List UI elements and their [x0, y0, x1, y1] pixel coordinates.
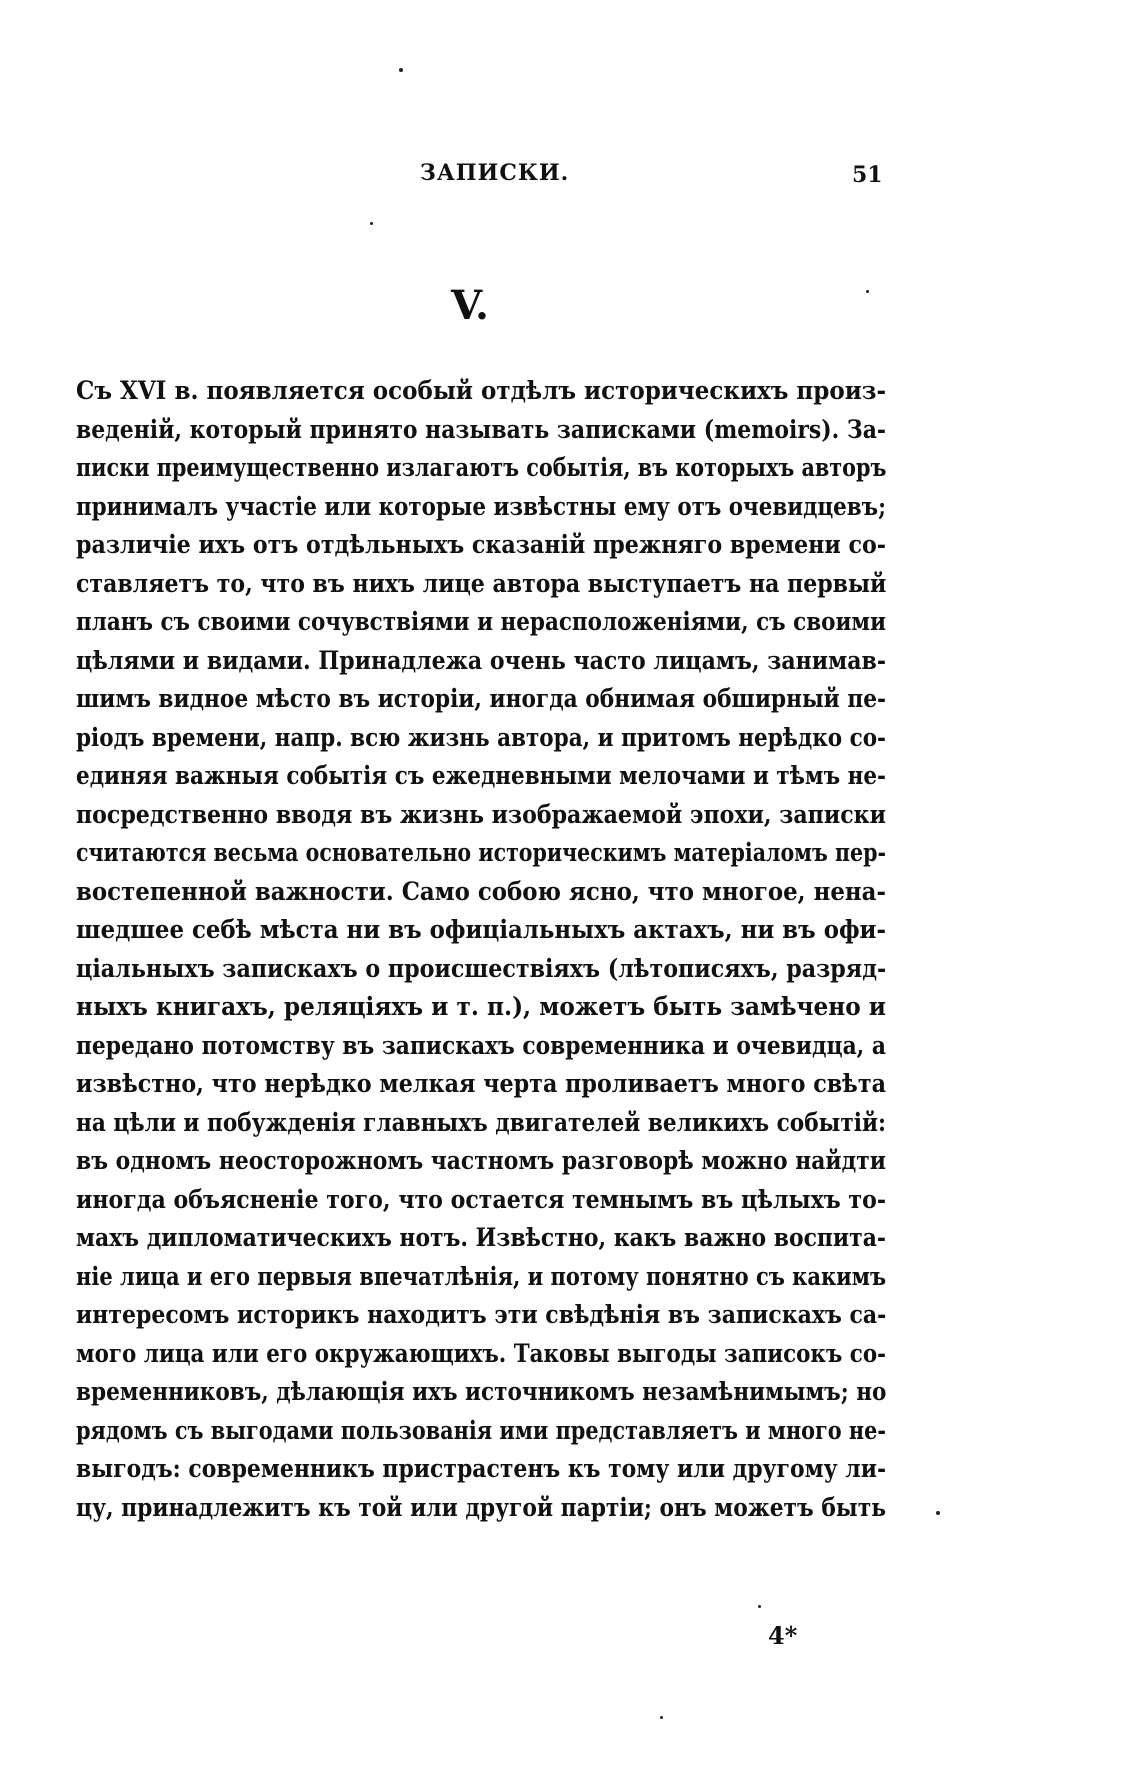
scan-speck [758, 1605, 761, 1608]
text-line: выгодъ: современникъ пристрастенъ къ тому или другому ли- [76, 1454, 887, 1483]
text-line: махъ дипломатическихъ нотъ. Извѣстно, какъ важно воспита- [76, 1223, 886, 1252]
text-line: цѣлями и видами. Принадлежа очень часто лицамъ, занимав- [76, 645, 886, 675]
running-title: ЗАПИСКИ. [420, 160, 570, 186]
text-line: передано потомству въ запискахъ современника и очевидца, а [76, 1030, 886, 1060]
text-line: ныхъ книгахъ, реляціяхъ и т. п.), можетъ быть замѣчено и [76, 992, 886, 1021]
scan-speck [399, 68, 403, 72]
text-line: временниковъ, дѣлающія ихъ источникомъ незамѣнимымъ; но [76, 1377, 887, 1406]
text-line: Съ XVI в. появляется особый отдѣлъ историческихъ произ- [76, 376, 887, 405]
scan-speck [660, 1716, 663, 1719]
scan-speck [370, 222, 373, 225]
text-line: считаются весьма основательно историческимъ матеріаломъ пер- [76, 838, 886, 867]
text-line: на цѣли и побужденія главныхъ двигателей великихъ событій: [76, 1107, 886, 1137]
text-line: ніе лица и его первыя впечатлѣнія, и потому понятно съ какимъ [76, 1261, 887, 1291]
text-line: интересомъ историкъ находитъ эти свѣдѣнія въ запискахъ са- [76, 1300, 887, 1329]
text-line: единяя важныя событія съ ежедневными мелочами и тѣмъ не- [76, 761, 886, 790]
text-line: цу, принадлежитъ къ той или другой партіи; онъ можетъ быть [76, 1492, 886, 1522]
chapter-number: V. [451, 282, 489, 329]
text-line: ріодъ времени, напр. всю жизнь автора, и притомъ нерѣдко со- [76, 722, 886, 752]
text-line: принималъ участіе или которые извѣстны ему отъ очевидцевъ; [76, 491, 886, 521]
text-line: въ одномъ неосторожномъ частномъ разговорѣ можно найдти [76, 1146, 886, 1175]
text-line: шимъ видное мѣсто въ исторіи, иногда обнимая обширный пе- [76, 684, 886, 713]
scan-speck [866, 290, 869, 293]
text-line: писки преимущественно излагаютъ событія, въ которыхъ авторъ [76, 453, 887, 482]
text-line: посредственно вводя въ жизнь изображаемой эпохи, записки [76, 799, 886, 829]
scan-speck [936, 1511, 940, 1515]
text-line: ціальныхъ запискахъ о происшествіяхъ (лѣтописяхъ, разряд- [76, 953, 887, 983]
text-line: планъ съ своими сочувствіями и нерасположеніями, съ своими [76, 607, 886, 636]
signature-mark: 4* [768, 1621, 798, 1650]
text-line: извѣстно, что нерѣдко мелкая черта проливаетъ много свѣта [76, 1069, 886, 1098]
text-line: востепенной важности. Само собою ясно, что многое, нена- [76, 876, 886, 906]
text-line: веденій, который принято называть записками (memoirs). За- [76, 414, 886, 444]
text-line: рядомъ съ выгодами пользованія ими представляетъ и много не- [76, 1415, 886, 1445]
text-line: иногда объясненіе того, что остается темнымъ въ цѣлыхъ то- [76, 1184, 886, 1214]
text-line: шедшее себѣ мѣста ни въ офиціальныхъ актахъ, ни въ офи- [76, 915, 886, 944]
text-line: мого лица или его окружающихъ. Таковы выгоды записокъ со- [76, 1338, 886, 1368]
text-line: различіе ихъ отъ отдѣльныхъ сказаній прежняго времени со- [76, 530, 886, 559]
body-text [76, 372, 886, 1527]
text-line: ставляетъ то, что въ нихъ лице автора выступаетъ на первый [76, 568, 887, 598]
page-number: 51 [852, 162, 883, 188]
